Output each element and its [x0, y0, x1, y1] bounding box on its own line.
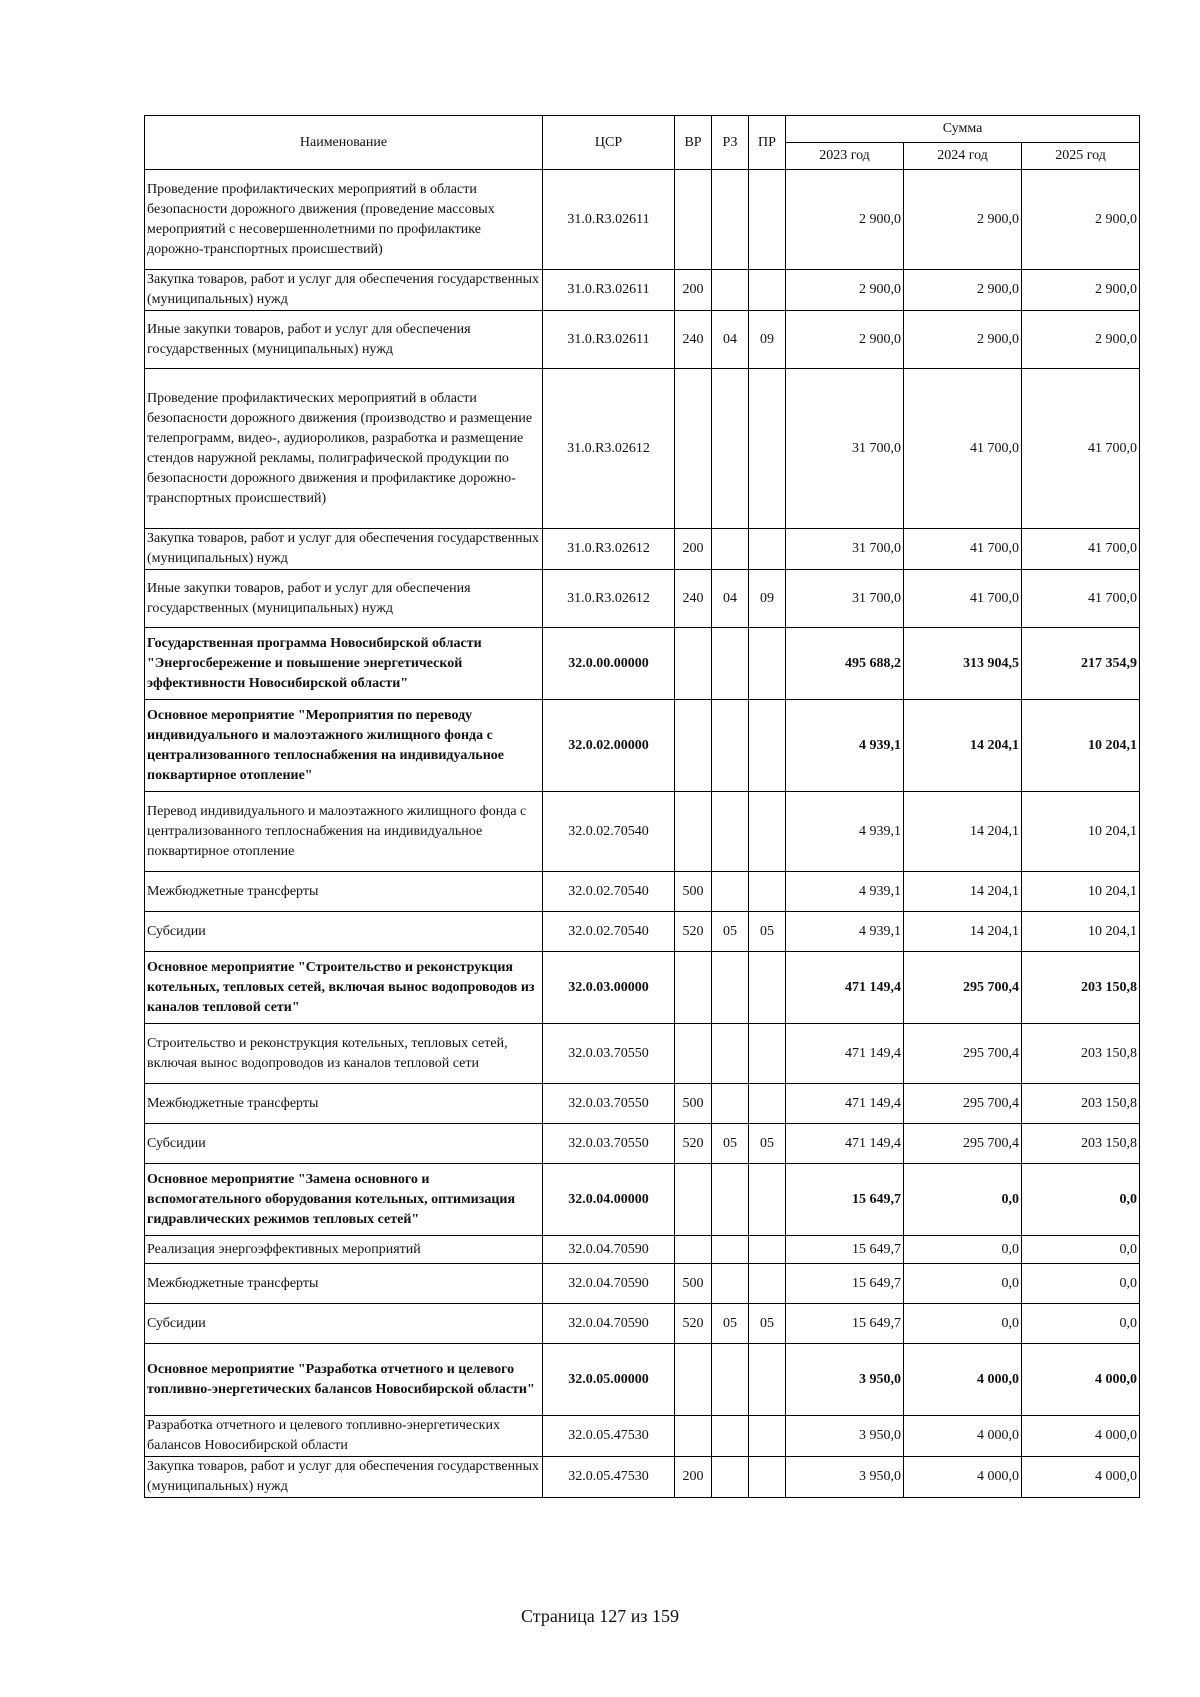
row-sum-2025: 41 700,0 [1022, 529, 1140, 570]
col-header-csr: ЦСР [543, 116, 675, 170]
row-vr [675, 1164, 712, 1236]
row-sum-2025: 217 354,9 [1022, 628, 1140, 700]
row-pr [749, 1416, 786, 1457]
row-vr [675, 1344, 712, 1416]
row-sum-2023: 4 939,1 [786, 912, 904, 952]
row-csr: 32.0.02.70540 [543, 792, 675, 872]
row-rz [712, 1416, 749, 1457]
row-sum-2025: 0,0 [1022, 1236, 1140, 1264]
row-name: Проведение профилактических мероприятий в области безопасности дорожного движения (проведение массовых мероприятий с несовершеннолетними по профилактике дорожно-транспортных происшествий) [145, 170, 543, 270]
row-pr [749, 529, 786, 570]
row-sum-2023: 3 950,0 [786, 1344, 904, 1416]
row-sum-2024: 0,0 [904, 1236, 1022, 1264]
row-vr [675, 700, 712, 792]
row-name: Строительство и реконструкция котельных, тепловых сетей, включая вынос водопроводов из каналов тепловой сети [145, 1024, 543, 1084]
row-sum-2024: 313 904,5 [904, 628, 1022, 700]
row-rz [712, 1457, 749, 1498]
row-sum-2024: 0,0 [904, 1264, 1022, 1304]
row-name: Закупка товаров, работ и услуг для обеспечения государственных (муниципальных) нужд [145, 270, 543, 311]
row-csr: 32.0.03.70550 [543, 1124, 675, 1164]
row-sum-2024: 4 000,0 [904, 1344, 1022, 1416]
row-sum-2024: 2 900,0 [904, 170, 1022, 270]
row-csr: 32.0.04.70590 [543, 1236, 675, 1264]
row-pr: 05 [749, 1304, 786, 1344]
row-name: Разработка отчетного и целевого топливно-энергетических балансов Новосибирской области [145, 1416, 543, 1457]
row-csr: 32.0.00.00000 [543, 628, 675, 700]
budget-table [144, 115, 1140, 1498]
row-csr: 32.0.02.00000 [543, 700, 675, 792]
row-sum-2025: 10 204,1 [1022, 872, 1140, 912]
col-header-pr: ПР [749, 116, 786, 170]
row-name: Закупка товаров, работ и услуг для обеспечения государственных (муниципальных) нужд [145, 529, 543, 570]
row-pr [749, 170, 786, 270]
row-rz: 05 [712, 1124, 749, 1164]
row-sum-2025: 10 204,1 [1022, 912, 1140, 952]
table-row [145, 311, 1140, 369]
row-sum-2025: 203 150,8 [1022, 1124, 1140, 1164]
row-name: Реализация энергоэффективных мероприятий [145, 1236, 543, 1264]
row-sum-2023: 2 900,0 [786, 170, 904, 270]
row-sum-2025: 4 000,0 [1022, 1457, 1140, 1498]
row-rz [712, 1236, 749, 1264]
row-pr [749, 1084, 786, 1124]
table-row [145, 1164, 1140, 1236]
row-rz [712, 170, 749, 270]
row-rz [712, 792, 749, 872]
row-vr: 520 [675, 1304, 712, 1344]
row-name: Основное мероприятие "Строительство и реконструкция котельных, тепловых сетей, включая вынос водопроводов из каналов тепловой сети" [145, 952, 543, 1024]
row-sum-2024: 14 204,1 [904, 792, 1022, 872]
row-sum-2025: 10 204,1 [1022, 792, 1140, 872]
row-vr [675, 792, 712, 872]
col-header-2024: 2024 год [904, 143, 1022, 170]
row-sum-2025: 0,0 [1022, 1304, 1140, 1344]
row-sum-2023: 31 700,0 [786, 570, 904, 628]
row-sum-2025: 203 150,8 [1022, 952, 1140, 1024]
table-row [145, 1304, 1140, 1344]
row-rz [712, 270, 749, 311]
row-pr [749, 1457, 786, 1498]
table-row [145, 872, 1140, 912]
row-name: Субсидии [145, 1304, 543, 1344]
row-sum-2024: 41 700,0 [904, 369, 1022, 529]
row-csr: 32.0.04.00000 [543, 1164, 675, 1236]
row-rz: 04 [712, 311, 749, 369]
table-row [145, 1236, 1140, 1264]
row-rz [712, 1024, 749, 1084]
row-sum-2023: 2 900,0 [786, 311, 904, 369]
row-sum-2023: 3 950,0 [786, 1416, 904, 1457]
row-csr: 32.0.04.70590 [543, 1264, 675, 1304]
row-sum-2024: 14 204,1 [904, 912, 1022, 952]
table-row [145, 1457, 1140, 1498]
row-sum-2025: 203 150,8 [1022, 1084, 1140, 1124]
row-csr: 32.0.05.47530 [543, 1416, 675, 1457]
col-header-2023: 2023 год [786, 143, 904, 170]
row-name: Перевод индивидуального и малоэтажного жилищного фонда с централизованного теплоснабжения на индивидуальное поквартирное отопление [145, 792, 543, 872]
table-row [145, 529, 1140, 570]
row-name: Основное мероприятие "Мероприятия по переводу индивидуального и малоэтажного жилищного фонда с централизованного теплоснабжения на индивидуальное поквартирное отопление" [145, 700, 543, 792]
row-name: Основное мероприятие "Замена основного и вспомогательного оборудования котельных, оптимизация гидравлических режимов тепловых сетей" [145, 1164, 543, 1236]
row-sum-2023: 15 649,7 [786, 1304, 904, 1344]
row-sum-2024: 4 000,0 [904, 1416, 1022, 1457]
col-header-name: Наименование [145, 116, 543, 170]
row-rz [712, 1164, 749, 1236]
row-sum-2023: 15 649,7 [786, 1236, 904, 1264]
row-sum-2025: 0,0 [1022, 1264, 1140, 1304]
page-number: Страница 127 из 159 [521, 1606, 679, 1626]
row-rz [712, 872, 749, 912]
row-pr [749, 1164, 786, 1236]
row-sum-2025: 2 900,0 [1022, 311, 1140, 369]
row-sum-2024: 295 700,4 [904, 1124, 1022, 1164]
row-vr: 500 [675, 872, 712, 912]
row-name: Иные закупки товаров, работ и услуг для обеспечения государственных (муниципальных) нужд [145, 311, 543, 369]
row-sum-2025: 2 900,0 [1022, 170, 1140, 270]
row-vr [675, 952, 712, 1024]
row-pr: 09 [749, 311, 786, 369]
row-rz [712, 1264, 749, 1304]
row-csr: 32.0.02.70540 [543, 912, 675, 952]
row-vr: 240 [675, 570, 712, 628]
row-sum-2023: 31 700,0 [786, 369, 904, 529]
row-sum-2023: 471 149,4 [786, 1084, 904, 1124]
table-row [145, 170, 1140, 270]
row-vr: 200 [675, 270, 712, 311]
row-sum-2023: 4 939,1 [786, 872, 904, 912]
row-name: Проведение профилактических мероприятий в области безопасности дорожного движения (производство и размещение телепрограмм, видео-, аудиороликов, разработка и размещение стендов наружной рекламы, полиграфической продукции по безопасности дорожного движения и профилактике дорожно-транспортных происшествий) [145, 369, 543, 529]
row-csr: 32.0.03.00000 [543, 952, 675, 1024]
row-rz [712, 700, 749, 792]
row-sum-2025: 0,0 [1022, 1164, 1140, 1236]
col-header-vr: ВР [675, 116, 712, 170]
col-header-sum: Сумма [786, 116, 1140, 143]
row-name: Основное мероприятие "Разработка отчетного и целевого топливно-энергетических балансов Новосибирской области" [145, 1344, 543, 1416]
table-row [145, 1344, 1140, 1416]
row-sum-2025: 41 700,0 [1022, 570, 1140, 628]
row-pr [749, 952, 786, 1024]
row-name: Субсидии [145, 1124, 543, 1164]
row-sum-2023: 471 149,4 [786, 952, 904, 1024]
row-sum-2023: 4 939,1 [786, 792, 904, 872]
row-name: Межбюджетные трансферты [145, 1084, 543, 1124]
row-vr: 500 [675, 1084, 712, 1124]
row-sum-2024: 14 204,1 [904, 700, 1022, 792]
row-sum-2024: 295 700,4 [904, 1024, 1022, 1084]
row-name: Закупка товаров, работ и услуг для обеспечения государственных (муниципальных) нужд [145, 1457, 543, 1498]
row-rz [712, 952, 749, 1024]
row-vr [675, 369, 712, 529]
row-csr: 32.0.02.70540 [543, 872, 675, 912]
table-row [145, 700, 1140, 792]
row-sum-2024: 4 000,0 [904, 1457, 1022, 1498]
row-vr: 520 [675, 912, 712, 952]
row-sum-2025: 10 204,1 [1022, 700, 1140, 792]
row-pr: 05 [749, 1124, 786, 1164]
row-pr [749, 700, 786, 792]
row-pr [749, 1024, 786, 1084]
row-csr: 31.0.R3.02611 [543, 311, 675, 369]
row-sum-2024: 2 900,0 [904, 270, 1022, 311]
row-rz [712, 628, 749, 700]
row-sum-2025: 4 000,0 [1022, 1344, 1140, 1416]
row-pr: 09 [749, 570, 786, 628]
row-pr [749, 628, 786, 700]
row-sum-2024: 41 700,0 [904, 570, 1022, 628]
row-vr [675, 628, 712, 700]
row-sum-2023: 471 149,4 [786, 1124, 904, 1164]
row-csr: 31.0.R3.02611 [543, 170, 675, 270]
row-sum-2024: 0,0 [904, 1304, 1022, 1344]
row-pr [749, 1344, 786, 1416]
row-vr: 500 [675, 1264, 712, 1304]
table-row [145, 792, 1140, 872]
col-header-2025: 2025 год [1022, 143, 1140, 170]
row-sum-2024: 14 204,1 [904, 872, 1022, 912]
table-row [145, 1264, 1140, 1304]
row-rz: 05 [712, 912, 749, 952]
row-sum-2025: 203 150,8 [1022, 1024, 1140, 1084]
row-pr [749, 872, 786, 912]
row-sum-2025: 4 000,0 [1022, 1416, 1140, 1457]
header-row-top [145, 116, 1140, 143]
row-sum-2024: 41 700,0 [904, 529, 1022, 570]
row-csr: 32.0.05.47530 [543, 1457, 675, 1498]
row-sum-2023: 3 950,0 [786, 1457, 904, 1498]
row-name: Иные закупки товаров, работ и услуг для обеспечения государственных (муниципальных) нужд [145, 570, 543, 628]
row-vr: 240 [675, 311, 712, 369]
table-row [145, 270, 1140, 311]
table-row [145, 369, 1140, 529]
row-rz [712, 529, 749, 570]
row-pr [749, 270, 786, 311]
row-csr: 32.0.05.00000 [543, 1344, 675, 1416]
table-row [145, 1084, 1140, 1124]
row-sum-2025: 41 700,0 [1022, 369, 1140, 529]
row-vr [675, 1416, 712, 1457]
row-name: Государственная программа Новосибирской области "Энергосбережение и повышение энергетической эффективности Новосибирской области" [145, 628, 543, 700]
row-csr: 31.0.R3.02612 [543, 570, 675, 628]
row-pr: 05 [749, 912, 786, 952]
row-vr: 200 [675, 529, 712, 570]
table-row [145, 1124, 1140, 1164]
table-row [145, 1024, 1140, 1084]
row-rz: 04 [712, 570, 749, 628]
row-vr: 200 [675, 1457, 712, 1498]
row-vr: 520 [675, 1124, 712, 1164]
row-sum-2023: 2 900,0 [786, 270, 904, 311]
row-csr: 31.0.R3.02612 [543, 529, 675, 570]
row-vr [675, 1024, 712, 1084]
row-name: Межбюджетные трансферты [145, 872, 543, 912]
row-sum-2024: 295 700,4 [904, 1084, 1022, 1124]
row-sum-2023: 15 649,7 [786, 1164, 904, 1236]
row-csr: 31.0.R3.02612 [543, 369, 675, 529]
table-row [145, 628, 1140, 700]
row-vr [675, 1236, 712, 1264]
row-pr [749, 792, 786, 872]
row-sum-2023: 15 649,7 [786, 1264, 904, 1304]
row-rz [712, 1344, 749, 1416]
row-sum-2024: 2 900,0 [904, 311, 1022, 369]
table-body [145, 170, 1140, 1498]
row-sum-2023: 4 939,1 [786, 700, 904, 792]
table-row [145, 912, 1140, 952]
row-csr: 32.0.04.70590 [543, 1304, 675, 1344]
table-row [145, 1416, 1140, 1457]
row-sum-2024: 295 700,4 [904, 952, 1022, 1024]
row-pr [749, 369, 786, 529]
row-csr: 32.0.03.70550 [543, 1084, 675, 1124]
table-row [145, 952, 1140, 1024]
row-pr [749, 1264, 786, 1304]
row-name: Субсидии [145, 912, 543, 952]
row-sum-2023: 495 688,2 [786, 628, 904, 700]
row-sum-2023: 471 149,4 [786, 1024, 904, 1084]
row-pr [749, 1236, 786, 1264]
table-row [145, 570, 1140, 628]
row-rz: 05 [712, 1304, 749, 1344]
row-rz [712, 1084, 749, 1124]
row-rz [712, 369, 749, 529]
row-sum-2024: 0,0 [904, 1164, 1022, 1236]
row-csr: 31.0.R3.02611 [543, 270, 675, 311]
col-header-rz: РЗ [712, 116, 749, 170]
row-sum-2025: 2 900,0 [1022, 270, 1140, 311]
row-csr: 32.0.03.70550 [543, 1024, 675, 1084]
row-sum-2023: 31 700,0 [786, 529, 904, 570]
row-vr [675, 170, 712, 270]
row-name: Межбюджетные трансферты [145, 1264, 543, 1304]
